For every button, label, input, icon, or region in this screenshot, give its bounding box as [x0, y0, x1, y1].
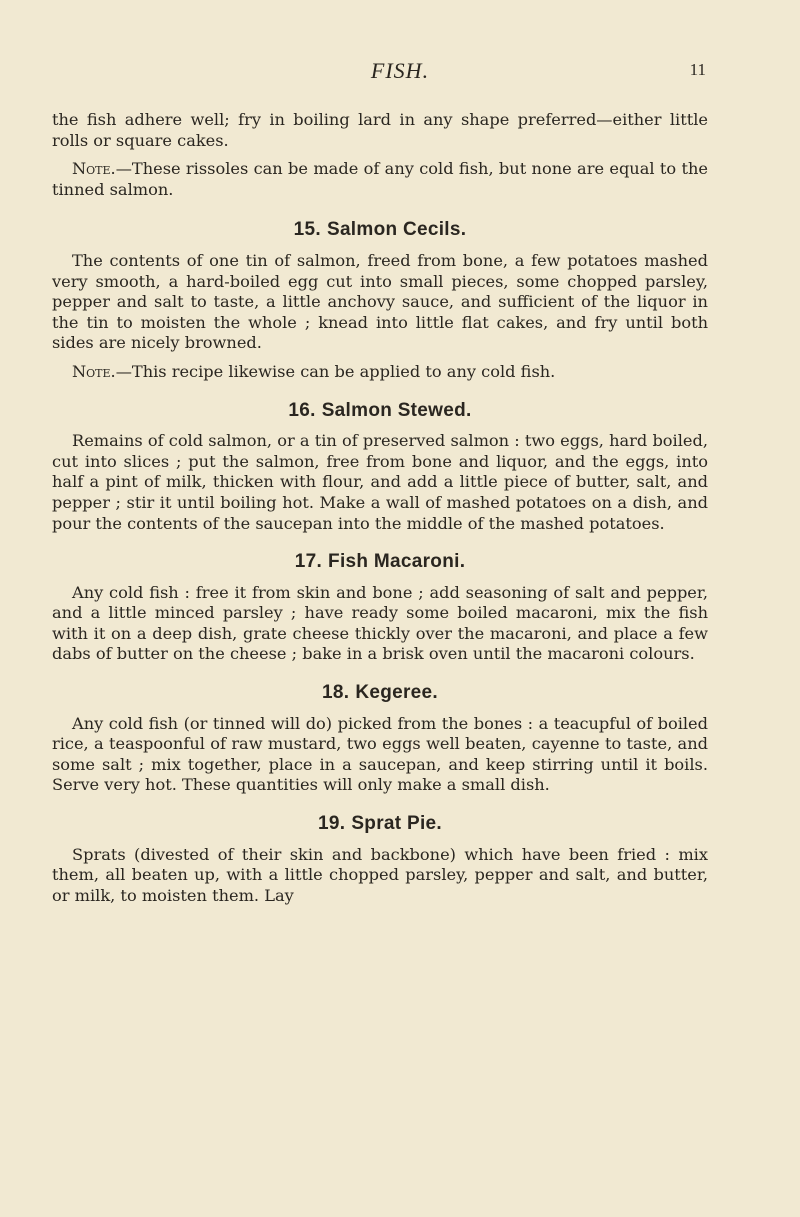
- recipe-title-text: Sprat Pie.: [351, 813, 442, 835]
- recipe-text-fish-macaroni: Any cold fish : free it from skin and bone ; add seasoning of salt and pepper, and a little minced parsley ; have ready some boiled macaroni, mix the fish with it on a deep dish, grate cheese thickly over the macaroni, and place a few dabs of butter on the cheese ; bake in a brisk oven until the macaroni colours.: [52, 582, 708, 664]
- recipe-text-sprat-pie: Sprats (divested of their skin and backbone) which have been fried : mix them, all beaten up, with a little chopped parsley, pepper and salt, and butter, or milk, to moisten them. Lay: [52, 844, 708, 905]
- recipe-number: 16.: [288, 399, 316, 421]
- recipe-text-salmon-cecils: The contents of one tin of salmon, freed from bone, a few potatoes mashed very smooth, a hard-boiled egg cut into small pieces, some chopped parsley, pepper and salt to taste, a little anchovy sauce, and sufficient of the liquor in the tin to moisten the whole ; knead into little flat cakes, and fry until both sides are nicely browned.: [52, 250, 708, 353]
- recipe-text-kegeree: Any cold fish (or tinned will do) picked from the bones : a teacupful of boiled rice, a teaspoonful of raw mustard, two eggs well beaten, cayenne to taste, and some salt ; mix together, place in a saucepan, and keep stirring until it boils. Serve very hot. These quantities will only make a small dish.: [52, 713, 708, 795]
- page-body: [52, 110, 708, 914]
- page-number: 11: [689, 60, 706, 79]
- recipe-title-kegeree: [52, 683, 708, 704]
- recipe-title-salmon-cecils: [52, 220, 708, 241]
- note-label: Note.: [72, 159, 116, 179]
- recipe-text-salmon-stewed: Remains of cold salmon, or a tin of preserved salmon : two eggs, hard boiled, cut into slices ; put the salmon, free from bone and liquor, and the eggs, into half a pint of milk, thicken with flour, and add a little piece of butter, salt, and pepper ; stir it until boiling hot. Make a wall of mashed potatoes on a dish, and pour the contents of the saucepan into the middle of the mashed potatoes.: [52, 431, 708, 533]
- note-text: —This recipe likewise can be applied to any cold fish.: [115, 361, 556, 381]
- running-head: FISH.: [370, 58, 430, 83]
- note-paragraph: [52, 159, 708, 200]
- recipe-number: 18.: [322, 682, 350, 704]
- recipe-title-text: Salmon Cecils.: [326, 219, 467, 241]
- note-label: Note.: [72, 361, 116, 381]
- recipe-title-sprat-pie: [52, 814, 708, 835]
- recipe-number: 15.: [293, 219, 321, 241]
- recipe-number: 17.: [294, 551, 323, 573]
- note-text: —These rissoles can be made of any cold fish, but none are equal to the tinned salmon.: [52, 159, 708, 199]
- recipe-title-text: Fish Macaroni.: [328, 551, 466, 573]
- recipe-number: 19.: [318, 813, 346, 835]
- note-paragraph: [52, 362, 708, 383]
- recipe-title-salmon-stewed: [52, 401, 708, 422]
- recipe-title-text: Salmon Stewed.: [321, 399, 472, 421]
- continuation-paragraph: the fish adhere well; fry in boiling lard in any shape preferred—either little rolls or square cakes.: [52, 110, 708, 150]
- recipe-title-text: Kegeree.: [355, 682, 438, 704]
- recipe-title-fish-macaroni: [52, 552, 708, 573]
- page-header: [0, 58, 800, 88]
